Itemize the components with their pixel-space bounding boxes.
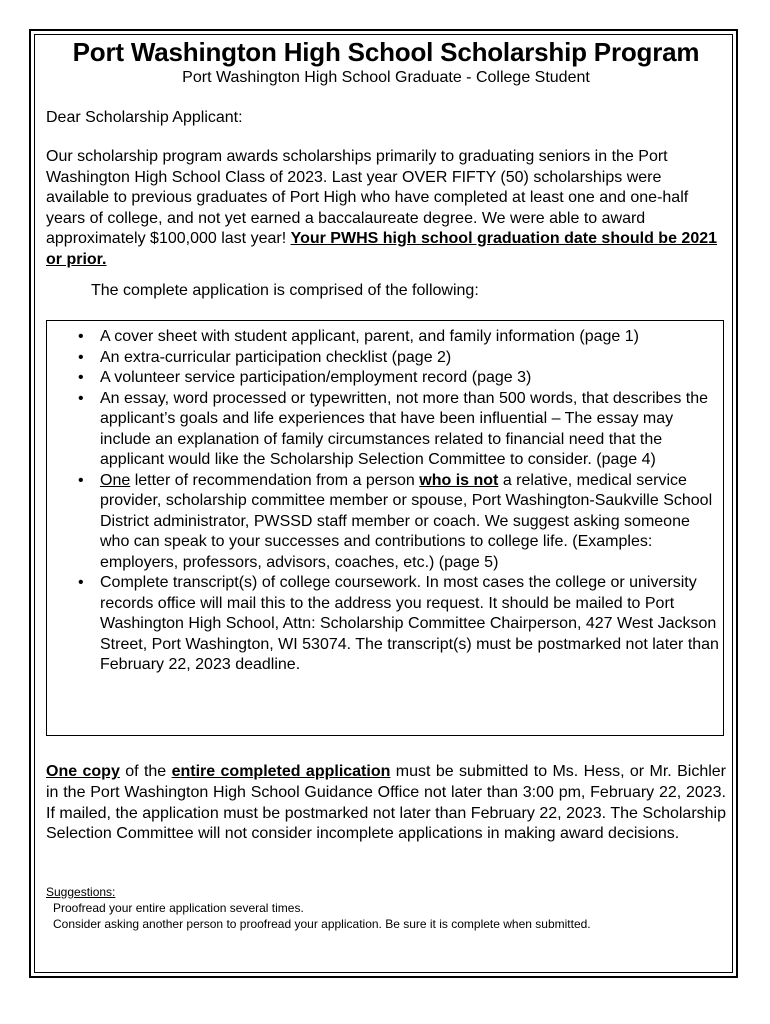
suggestions-section <box>46 884 726 932</box>
list-lead: The complete application is comprised of the following: <box>91 282 479 299</box>
intro-paragraph <box>46 147 726 270</box>
list-item: • A cover sheet with student applicant, parent, and family information (page 1) <box>100 327 722 348</box>
graduation-date-note: Your PWHS high school graduation date should be 2021 or prior. <box>46 230 718 268</box>
page-title: Port Washington High School Scholarship Program <box>72 37 700 67</box>
greeting: Dear Scholarship Applicant: <box>46 109 243 126</box>
bullet-icon: • <box>78 471 84 489</box>
bullet-icon: • <box>78 328 84 345</box>
list-item-recommendation: • One letter of recommendation from a person who is not a relative, medical service provider, scholarship committee member or spouse, Port Washington-Saukville School District administrator, PWSSD staff member or coach. We suggest asking someone who can speak to your successes and contributions to college life. (Examples: employers, professors, advisors, coaches, etc.) (page 5) <box>78 471 713 571</box>
entire-application-emphasis: entire completed application <box>171 763 391 780</box>
suggestion-line: Proofread your entire application several times. <box>53 901 304 915</box>
suggestions-heading: Suggestions: <box>46 885 116 899</box>
list-item: • A volunteer service participation/employment record (page 3) <box>100 368 722 389</box>
page-subtitle: Port Washington High School Graduate - College Student <box>182 69 590 86</box>
list-item: • An extra-curricular participation checklist (page 2) <box>100 348 722 369</box>
list-item-transcript: • Complete transcript(s) of college coursework. In most cases the college or university records office will mail this to the address you request. It should be mailed to Port Washington High School, Attn: Scholarship Committee Chairperson, 427 West Jackson Street, Port Washington, WI 53074. The transcript(s) must be postmarked not later than February 22, 2023 deadline. <box>78 574 719 673</box>
bullet-icon: • <box>78 574 84 591</box>
bullet-icon: • <box>78 369 84 386</box>
bullet-icon: • <box>78 389 84 407</box>
document-body <box>46 36 726 301</box>
bullet-icon: • <box>78 348 84 366</box>
one-copy-emphasis: One copy <box>46 763 120 780</box>
requirements-list <box>78 327 722 676</box>
submission-paragraph: One copy of the entire completed application must be submitted to Ms. Hess, or Mr. Bichler in the Port Washington High School Guidance Office not later than 3:00 pm, February 22, 2023. If mailed, the application must be postmarked not later than February 22, 2023. The Scholarship Selection Committee will not consider incomplete applications in making award decisions. <box>46 763 727 843</box>
list-item: • An essay, word processed or typewritten, not more than 500 words, that describes the applicant’s goals and life experiences that have been influential – The essay may include an explanation of family circumstances related to financial need that the applicant would like the Scholarship Selection Committee to consider. (page 4) <box>78 389 709 468</box>
intro-text: Our scholarship program awards scholarships primarily to graduating seniors in the Port Washington High School Class of 2023. Last year OVER FIFTY (50) scholarships were available to previous graduates of Port High who have completed at least one and one-half years of college, and not yet earned a baccalaureate degree. We were able to award approximately $100,000 last year! <box>46 148 689 247</box>
recommendation-emphasis: who is not <box>419 471 499 489</box>
suggestion-line: Consider asking another person to proofread your application. Be sure it is complete when submitted. <box>53 917 591 931</box>
recommendation-one: One <box>100 471 131 489</box>
